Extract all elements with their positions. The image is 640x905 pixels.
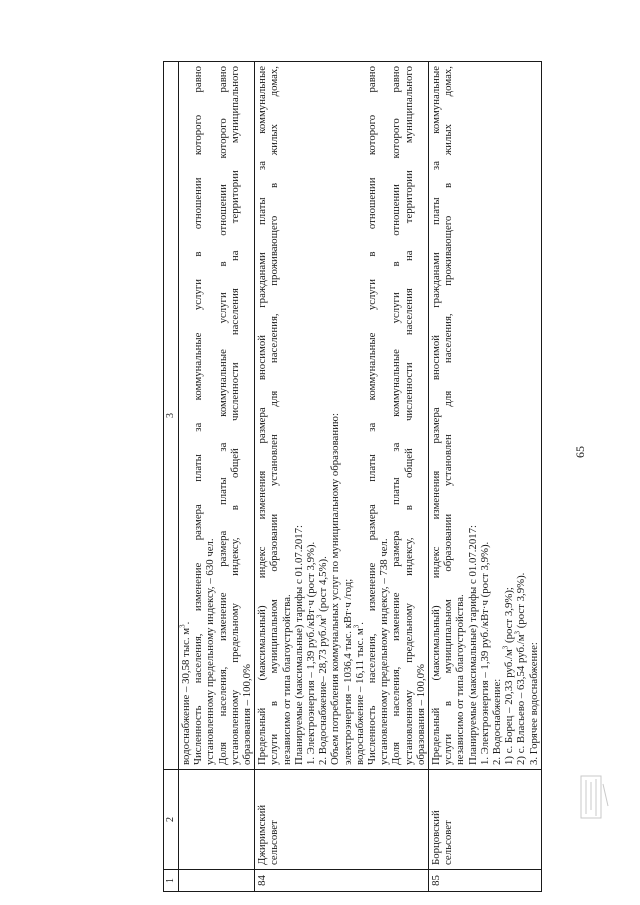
text-line: независимо от типа благоустройства. (280, 594, 293, 765)
row-number: 84 (255, 870, 429, 892)
text-line: 3. Горячее водоснабжение: (527, 642, 540, 765)
text-line: 1. Электроэнергия – 1,39 руб./кВт·ч (рост 3,9%). (478, 541, 491, 765)
text-line: 1) с. Борец – 20,33 $руб./м^3$ (рост 3,9%); (501, 587, 516, 765)
text-line: услуги в муниципальном образовании установлен для населения, проживающего в жилых домах, (268, 66, 281, 765)
page-number: 65 (573, 446, 587, 458)
superscript: 3 (501, 645, 510, 650)
text-line: независимо от типа благоустройства. (454, 594, 467, 765)
text-line: Объем потребления коммунальных услуг по муниципальному образованию: (329, 413, 342, 765)
row-name-cell (179, 770, 255, 870)
row-content (255, 62, 429, 770)
text-line: 1. Электроэнергия – 1,39 руб./кВт·ч (рост 3,9%). (305, 541, 318, 765)
text-line: установленному предельному индексу, в общей численности населения на территории муниципального (228, 66, 241, 765)
text-line: установленному предельному индексу, – 738 чел. (378, 538, 391, 765)
text-line: образования – 100,0% (241, 663, 254, 765)
superscript: 3 (315, 614, 324, 619)
text-line: 2) с. Власьево – 63,54 $руб./м^3$ (рост 3,9%). (513, 572, 528, 765)
row-content (429, 62, 542, 770)
text-line: Предельный (максимальный) индекс изменения размера вносимой гражданами платы за коммунальные (256, 66, 269, 765)
rotated-table-container (163, 62, 540, 892)
table-row (255, 62, 429, 892)
superscript: 3 (178, 624, 187, 628)
header-col-2: 2 (164, 770, 179, 870)
text-line: электроэнергия – 1036,4 тыс. кВт·ч /год; (341, 578, 354, 765)
text-line: водоснабжение – 30,58 тыс. $м^3$. (178, 621, 192, 765)
stamp-mark (577, 770, 611, 826)
superscript: 3 (352, 624, 361, 629)
text-line: Планируемые (максимальные) тарифы с 01.07.2017: (466, 524, 479, 765)
table-row-continuation (179, 62, 255, 892)
row-content-cell (179, 62, 255, 770)
text-line: установленному предельному индексу, в общей численности населения на территории муниципального (402, 66, 415, 765)
text-line: Численность населения, изменение размера платы за коммунальные услуги в отношении которого равно (366, 66, 379, 765)
row-name: Джиримский сельсовет (255, 770, 429, 870)
text-line: водоснабжение – 16,11 тыс. $м^3$. (352, 622, 366, 765)
text-line: Доля населения, изменение размера платы за коммунальные услуги в отношении которого равно (216, 66, 229, 765)
text-line: услуги в муниципальном образовании установлен для населения, проживающего в жилых домах, (442, 66, 455, 765)
row-name: Борцовский сельсовет (429, 770, 542, 870)
text-line: Численность населения, изменение размера платы за коммунальные услуги в отношении которого равно (192, 66, 205, 765)
text-line: 2. Водоснабжение: (491, 678, 504, 765)
table-header-row (164, 62, 179, 892)
text-line: 2. Водоснабжение– 28,73 $руб./м^3$ (рост 4,5%). (315, 556, 330, 765)
header-col-1: 1 (164, 870, 179, 892)
header-col-3: 3 (164, 62, 179, 770)
row-number-cell (179, 870, 255, 892)
superscript: 3 (513, 630, 522, 635)
table-row (429, 62, 542, 892)
text-line: образования – 100,0% (414, 663, 427, 765)
text-line: Предельный (максимальный) индекс изменения размера вносимой гражданами платы за коммунальные (430, 66, 443, 765)
row-number: 85 (429, 870, 542, 892)
text-line: Доля населения, изменение размера платы за коммунальные услуги в отношении которого равно (390, 66, 403, 765)
tariff-table (163, 61, 542, 892)
text-line: установленному предельному индексу, – 630 чел. (204, 538, 217, 765)
text-line: Планируемые (максимальные) тарифы с 01.07.2017: (292, 524, 305, 765)
